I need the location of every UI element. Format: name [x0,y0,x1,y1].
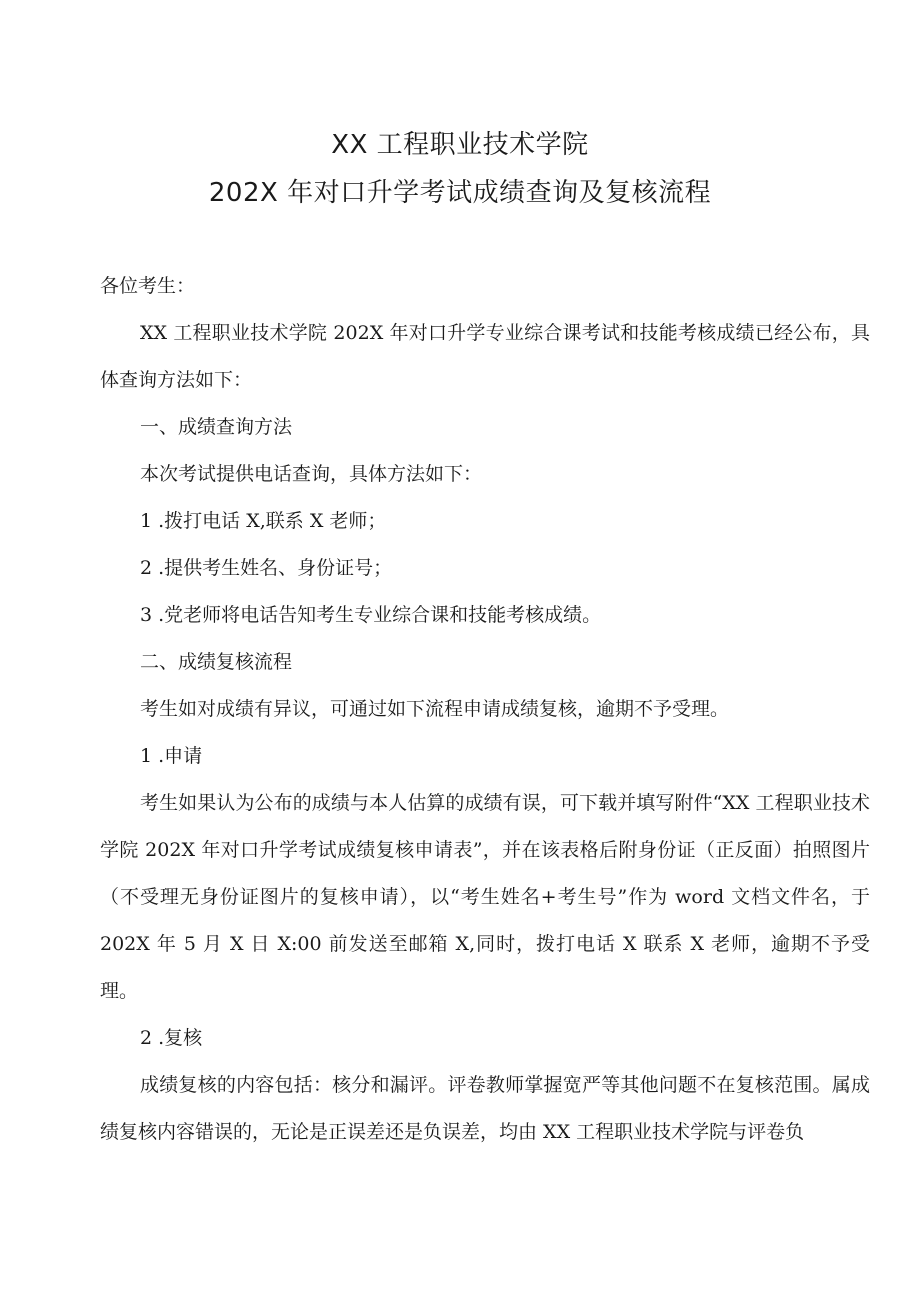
document-title-line-1: XX 工程职业技术学院 [331,130,589,160]
section-1-step-1: 1 .拨打电话 X,联系 X 老师； [140,510,387,532]
greeting: 各位考生： [100,275,196,297]
intro-paragraph: XX 工程职业技术学院 202X 年对口升学专业综合课考试和技能考核成绩已经公布，具体查询方法如下： [100,322,870,391]
section-2-sub-2-text: 成绩复核的内容包括：核分和漏评。评卷教师掌握宽严等其他问题不在复核范围。属成绩复核内容错误的，无论是正误差还是负误差，均由 XX 工程职业技术学院与评卷负 [100,1074,870,1143]
section-2-sub-1-heading: 1 .申请 [140,745,203,767]
document-title-line-2: 202X 年对口升学考试成绩查询及复核流程 [208,178,712,208]
section-1-step-2: 2 .提供考生姓名、身份证号； [140,557,393,579]
section-1-step-3: 3 .党老师将电话告知考生专业综合课和技能考核成绩。 [140,604,602,626]
section-1-heading: 一、成绩查询方法 [140,416,293,438]
document-body [100,263,870,1156]
section-2-sub-2-heading: 2 .复核 [140,1027,203,1049]
section-2-intro: 考生如对成绩有异议，可通过如下流程申请成绩复核，逾期不予受理。 [140,698,730,720]
section-1-intro: 本次考试提供电话查询，具体方法如下： [140,463,483,485]
section-2-sub-1-text: 考生如果认为公布的成绩与本人估算的成绩有误，可下载并填写附件“XX 工程职业技术学院 202X 年对口升学考试成绩复核申请表”，并在该表格后附身份证（正反面）拍照图片（不受理无身份证图片的复核申请），以“考生姓名+考生号”作为 word 文档文件名，于 202X 年 5 月 X 日 X:00 前发送至邮箱 X,同时，拨打电话 X 联系 X 老师，逾期不予受理。 [100,792,870,1002]
section-2-heading: 二、成绩复核流程 [140,651,293,673]
